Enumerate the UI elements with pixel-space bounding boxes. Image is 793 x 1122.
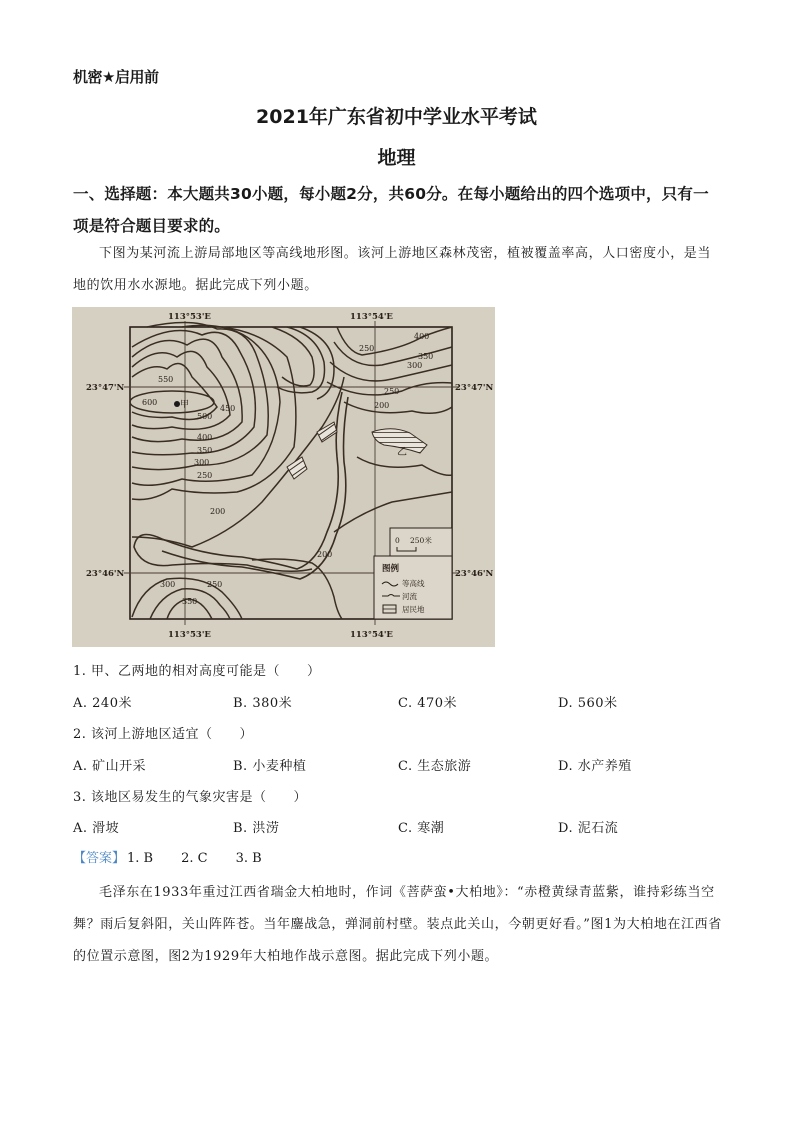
contour-label: 250 (359, 344, 375, 353)
question-1-option-d[interactable]: D. 560米 (558, 696, 618, 711)
contour-label: 500 (197, 412, 213, 421)
legend-contour-label: 等高线 (402, 579, 425, 588)
contour-label: 600 (142, 398, 158, 407)
contour-label: 550 (158, 375, 174, 384)
question-3-option-a[interactable]: A. 滑坡 (73, 821, 120, 836)
question-1-option-b[interactable]: B. 380米 (233, 696, 293, 711)
contour-label: 300 (407, 361, 423, 370)
contour-map (72, 307, 495, 647)
lat-label-north-right: 23°47'N (455, 383, 494, 393)
scale-zero: 0 (395, 536, 400, 545)
legend-title: 图例 (382, 564, 400, 574)
lon-label-west: 113°53'E (168, 312, 211, 322)
contour-label: 200 (374, 401, 390, 410)
answer-1: 1. B (127, 851, 154, 866)
answer-2: 2. C (181, 851, 208, 866)
legend-river-label: 河流 (402, 592, 417, 601)
contour-label: 300 (194, 458, 210, 467)
question-3-option-c[interactable]: C. 寒潮 (398, 821, 445, 836)
subject-title: 地理 (377, 147, 416, 169)
lat-label-south-left: 23°46'N (86, 569, 125, 579)
exam-title: 2021年广东省初中学业水平考试 (256, 106, 537, 128)
contour-label: 300 (160, 580, 176, 589)
passage-intro: 下图为某河流上游局部地区等高线地形图。该河上游地区森林茂密，植被覆盖率高，人口密度小，是当地的饮用水水源地。据此完成下列小题。 (73, 246, 712, 293)
question-2-option-c[interactable]: C. 生态旅游 (398, 759, 472, 774)
question-1-stem: 1. 甲、乙两地的相对高度可能是（ ） (73, 664, 321, 679)
contour-label: 250 (384, 387, 400, 396)
point-jia-label: 甲 (180, 400, 190, 410)
answer-3: 3. B (235, 851, 262, 866)
question-3-stem: 3. 该地区易发生的气象灾害是（ ） (73, 790, 308, 805)
question-2-option-a[interactable]: A. 矿山开采 (73, 759, 147, 774)
confidential-label: 机密★启用前 (73, 68, 159, 86)
contour-label: 200 (210, 507, 226, 516)
lon-label-east-bottom: 113°54'E (350, 630, 393, 640)
question-2-option-d[interactable]: D. 水产养殖 (558, 759, 632, 774)
contour-label: 250 (197, 471, 213, 480)
answer-label: 【答案】 (73, 851, 126, 866)
passage-dabaidi: 毛泽东在1933年重过江西省瑞金大柏地时，作词《菩萨蛮•大柏地》：“赤橙黄绿青蓝紫，谁持彩练当空舞？雨后复斜阳，关山阵阵苍。当年鏖战急，弹洞前村壁。装点此关山，今朝更好看。”图1为大柏地在江西省的位置示意图，图2为1929年大柏地作战示意图。据此完成下列小题。 (73, 885, 722, 964)
lon-label-east: 113°54'E (350, 312, 393, 322)
lat-label-north-left: 23°47'N (86, 383, 125, 393)
question-2-stem: 2. 该河上游地区适宜（ ） (73, 727, 254, 742)
contour-label: 200 (317, 550, 333, 559)
legend-settlement-label: 居民地 (402, 605, 425, 614)
lat-label-south-right: 23°46'N (455, 569, 494, 579)
contour-label: 450 (220, 404, 236, 413)
contour-map-graphic (72, 307, 495, 647)
contour-label: 400 (414, 332, 430, 341)
question-1-option-a[interactable]: A. 240米 (73, 696, 132, 711)
question-2-option-b[interactable]: B. 小麦种植 (233, 759, 307, 774)
contour-label: 250 (207, 580, 223, 589)
lon-label-west-bottom: 113°53'E (168, 630, 211, 640)
contour-label: 350 (182, 597, 198, 606)
section-heading: 一、选择题：本大题共30小题，每小题2分，共60分。在每小题给出的四个选项中，只有一项是符合题目要求的。 (73, 185, 709, 235)
contour-label: 400 (197, 433, 213, 442)
scale-distance: 250米 (410, 536, 432, 545)
contour-label: 350 (197, 446, 213, 455)
question-3-option-d[interactable]: D. 泥石流 (558, 821, 619, 836)
point-yi-label: 乙 (397, 447, 407, 458)
contour-label: 350 (418, 352, 434, 361)
answer-line (73, 847, 262, 866)
question-3-option-b[interactable]: B. 洪涝 (233, 821, 280, 836)
question-1-option-c[interactable]: C. 470米 (398, 696, 458, 711)
